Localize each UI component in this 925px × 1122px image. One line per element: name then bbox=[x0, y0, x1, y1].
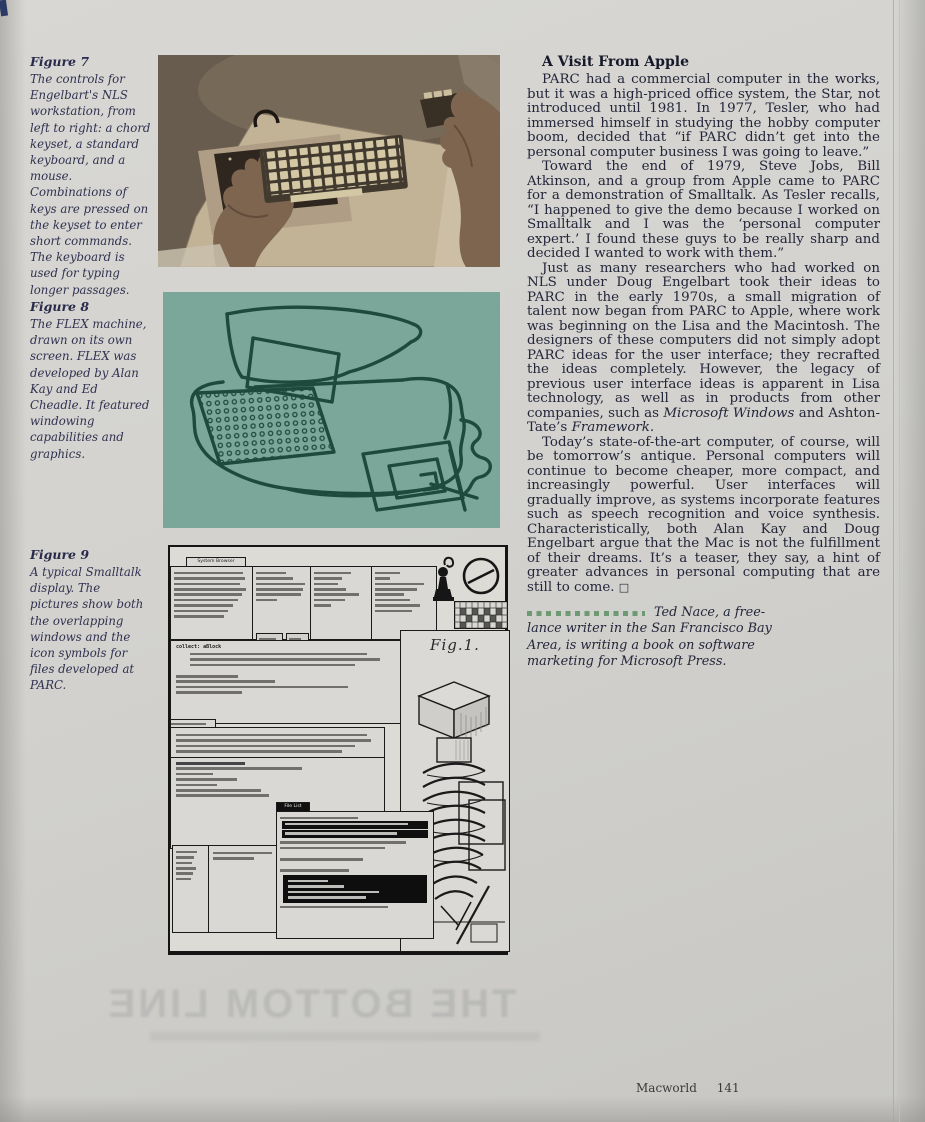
figure7-photo bbox=[158, 55, 500, 267]
page-edge bbox=[893, 0, 894, 1122]
keyboard-outline bbox=[197, 388, 334, 464]
figure9-caption bbox=[30, 547, 152, 694]
article-column bbox=[527, 54, 880, 670]
class-pane bbox=[253, 567, 311, 639]
method-selector: collect: aBlock bbox=[176, 644, 222, 650]
grid-icon bbox=[454, 601, 508, 629]
figure8-flex-drawing bbox=[163, 292, 500, 528]
figure-caption-text: The controls for Engelbart's NLS workstation, from left to right: a chord keyset, a standard keyboard, and a mouse. Combinations of keys are pressed on the keyset to enter short commands. The keyboard is used for typing longer passages. bbox=[30, 72, 151, 297]
file-rows bbox=[280, 841, 430, 849]
magazine-name: Macworld bbox=[636, 1081, 697, 1095]
page-edge bbox=[899, 0, 900, 1122]
decoration-dots bbox=[527, 611, 645, 616]
file-row-selected bbox=[282, 830, 428, 838]
file-list-window bbox=[276, 811, 434, 939]
code-block-inverted bbox=[283, 875, 427, 903]
paragraph: PARC had a commercial computer in the works, but it was a high-priced office system, the Star, not introduced until 1981. In 1977, Tesler, who had immersed himself in studying the hobby computer boom, decided that “if PARC didn’t get into the personal computer business I was going to leave.” bbox=[527, 72, 880, 160]
file-row-selected bbox=[282, 821, 428, 829]
message-pane bbox=[372, 567, 436, 639]
bleed-through-text: THE BOTTOM LINE bbox=[105, 982, 517, 1026]
figure9-smalltalk-screen bbox=[168, 545, 508, 955]
figure7-caption bbox=[30, 54, 152, 298]
file-list-tab: File List bbox=[276, 802, 310, 812]
figure-label: Figure 7 bbox=[30, 54, 90, 69]
code-line bbox=[280, 906, 430, 909]
author-bio bbox=[527, 605, 783, 670]
figure8-caption bbox=[30, 299, 152, 462]
figure-label: Figure 8 bbox=[30, 299, 90, 314]
side-browser-window bbox=[172, 845, 292, 933]
message-category-pane bbox=[311, 567, 372, 639]
system-browser-tab: System Browser bbox=[186, 557, 246, 567]
scan-shadow-bottom bbox=[0, 1096, 925, 1122]
figure-caption-text: The FLEX machine, drawn on its own screen. FLEX was developed by Alan Kay and Ed Cheadle. It featured windowing capabilities and graphics. bbox=[30, 317, 150, 461]
page-footer bbox=[636, 1081, 740, 1095]
code-line bbox=[280, 869, 430, 872]
figure-caption-text: A typical Smalltalk display. The pictures show both the overlapping windows and the icon symbols for files developed at PARC. bbox=[30, 565, 144, 693]
figure-label: Figure 9 bbox=[30, 547, 90, 562]
author-bio-text: Ted Nace, a free-lance writer in the San Francisco Bay Area, is writing a book on software marketing for Microsoft Press. bbox=[527, 605, 772, 669]
scan-shadow-left bbox=[0, 0, 26, 1122]
paragraph: Toward the end of 1979, Steve Jobs, Bill Atkinson, and a group from Apple came to PARC for a demonstration of Smalltalk. As Tesler recalls, “I happened to give the demo because I worked on Smalltalk and I was the ‘personal computer expert.’ I found these guys to be really sharp and decided I wanted to work with them.” bbox=[527, 159, 880, 261]
person-statue-icon bbox=[432, 555, 458, 603]
fig1-label: Fig.1. bbox=[430, 636, 480, 654]
paragraph: Today’s state-of-the-art computer, of course, will be tomorrow’s antique. Personal computers will continue to become cheaper, more compact, and increasingly powerful. User interfaces will gradually improve, as systems incorporate features such as speech recognition and voice synthesis. Characteristically, both Alan Kay and Doug Engelbart argue that the Mac is not the fulfillment of their dreams. It’s a teaser, they say, a hint of greater advances in personal computing that are still to come. □ bbox=[527, 434, 880, 595]
file-row bbox=[280, 817, 430, 820]
page-number: 141 bbox=[716, 1081, 740, 1095]
method-body bbox=[176, 675, 396, 694]
end-of-article-mark: □ bbox=[618, 580, 630, 594]
clock-icon bbox=[460, 555, 502, 597]
side-list-pane bbox=[173, 846, 209, 932]
paragraph: Just as many researchers who had worked on NLS under Doug Engelbart took their ideas to PARC in the early 1970s, a small migration of talent now began from PARC to Apple, where work was beginning on the Lisa and the Macintosh. The designers of these computers did not simply adopt PARC ideas for the user interface; they recrafted the ideas completely. However, the legacy of previous user interface ideas is apparent in Lisa technology, as well as in products from other companies, such as Microsoft Windows and Ashton-Tate’s Framework. bbox=[527, 260, 881, 435]
class-category-pane bbox=[171, 567, 253, 639]
system-browser-window bbox=[170, 566, 437, 640]
article-heading: A Visit From Apple bbox=[542, 54, 689, 70]
bleed-through-line bbox=[150, 1032, 540, 1041]
method-code-window bbox=[170, 640, 402, 724]
method-comment bbox=[190, 653, 396, 666]
